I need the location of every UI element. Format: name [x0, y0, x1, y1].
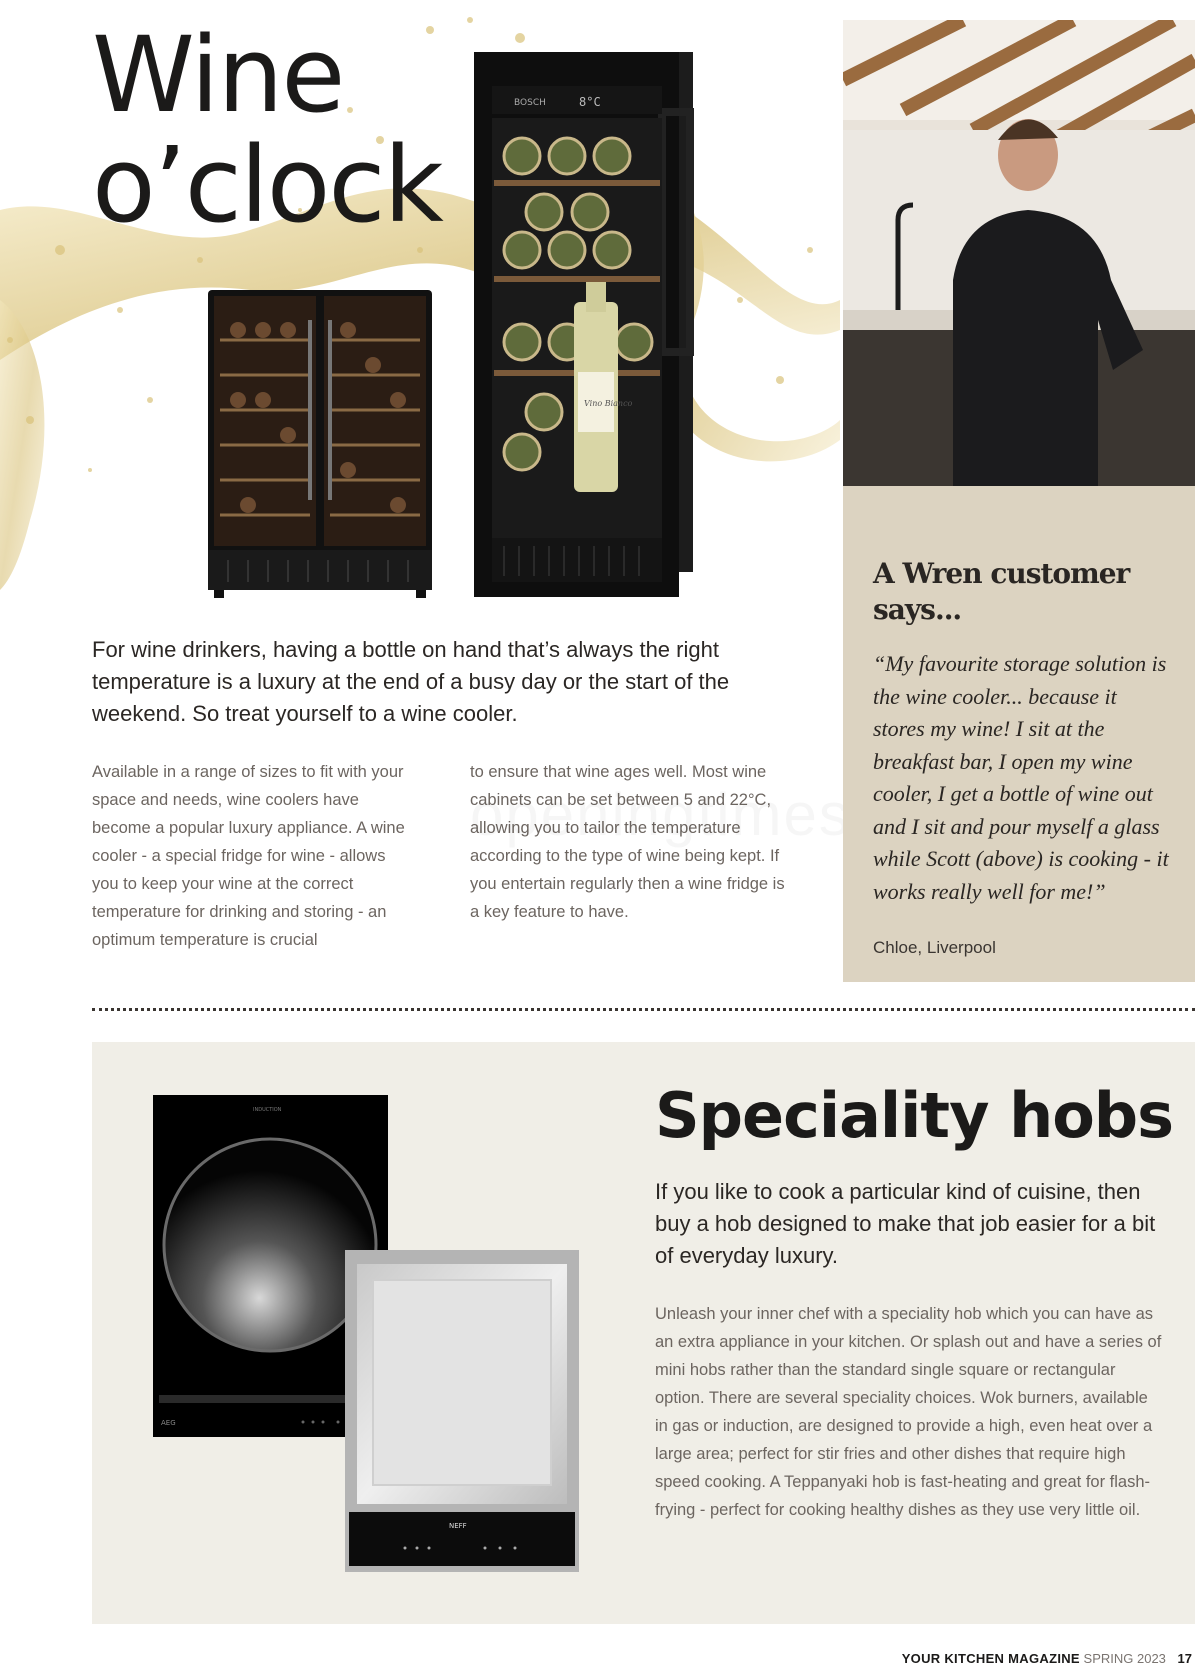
- black-hob-brand: AEG: [161, 1419, 176, 1427]
- section-divider: [92, 1008, 1195, 1011]
- customer-quote-text: “My favourite storage solution is the wine cooler... because it stores my wine! I sit at the breakfast bar, I open my wine cooler, I get a bottle of wine out and I sit and pour myself a glass while Scott (above) is cooking - it works really well for me!”: [873, 651, 1169, 904]
- page-footer: [902, 1650, 1192, 1668]
- customer-quote-author: Chloe, Liverpool: [873, 938, 996, 957]
- wine-body-column-right: to ensure that wine ages well. Most wine cabinets can be set between 5 and 22°C, allowing you to tailor the temperature according to the type of wine being kept. If you entertain regularly then a wine fridge is a key feature to have.: [470, 763, 785, 921]
- wine-intro-paragraph: For wine drinkers, having a bottle on hand that’s always the right temperature is a luxury at the end of a busy day or the start of the weekend. So treat yourself to a wine cooler.: [92, 637, 730, 726]
- double-door-wine-cooler-image: [208, 290, 432, 610]
- teppanyaki-hob-image: [345, 1250, 579, 1572]
- customer-quote-title: A Wren customer says...: [873, 557, 1130, 626]
- wine-bottle-label: Vino Bianco: [584, 399, 633, 408]
- fridge-temperature-display: 8°C: [579, 95, 601, 109]
- bosch-wine-cooler-image: [474, 52, 734, 604]
- page-number: 17: [1177, 1651, 1192, 1666]
- fridge-brand-label: BOSCH: [514, 98, 546, 108]
- hobs-title: Speciality hobs: [655, 1079, 1174, 1152]
- hobs-intro-paragraph: If you like to cook a particular kind of cuisine, then buy a hob designed to make that job easier for a bit of everyday luxury.: [655, 1179, 1156, 1268]
- footer-magazine-name: YOUR KITCHEN MAGAZINE: [901, 1651, 1080, 1666]
- footer-issue: SPRING 2023: [1083, 1651, 1166, 1666]
- steel-hob-brand: NEFF: [449, 1522, 467, 1530]
- headline-wine-oclock: Wine o’clock: [92, 14, 442, 246]
- customer-kitchen-photo: [843, 20, 1195, 486]
- hobs-body-paragraph: Unleash your inner chef with a speciality hob which you can have as an extra appliance in your kitchen. Or splash out and have a series of mini hobs rather than the standard single square or rectangular option. There are several speciality choices. Wok burners, available in gas or induction, are designed to provide a high, even heat over a large area; perfect for stir fries and other dishes that require high speed cooking. A Teppanyaki hob is fast-heating and great for flash-frying - perfect for cooking healthy dishes as they use very little oil.: [655, 1305, 1162, 1519]
- wine-body-column-left: Available in a range of sizes to fit with your space and needs, wine coolers have become a popular luxury appliance. A wine cooler - a special fridge for wine - allows you to keep your wine at the correct temperature for drinking and storing - an optimum temperature is crucial: [92, 763, 405, 949]
- hob-induction-label: INDUCTION: [253, 1107, 282, 1113]
- customer-quote-box: [843, 486, 1195, 982]
